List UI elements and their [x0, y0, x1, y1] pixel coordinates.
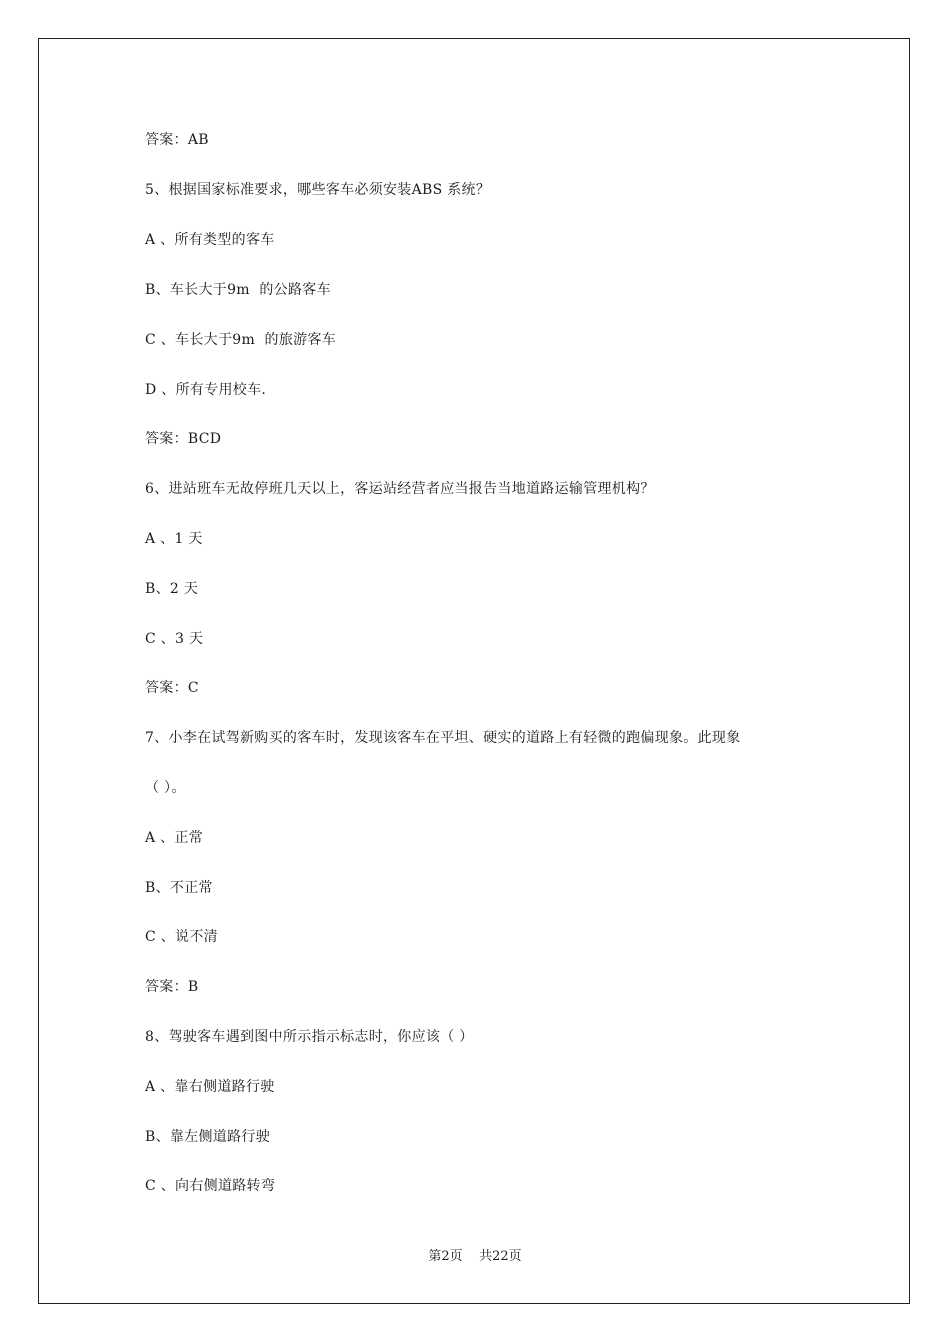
page-border [38, 38, 910, 1304]
question-5: 5、根据国家标准要求，哪些客车必须安装ABS 系统？ [145, 182, 491, 198]
option-6b: B、2 天 [145, 581, 199, 597]
option-7b: B、不正常 [145, 880, 213, 896]
question-6: 6、进站班车无故停班几天以上，客运站经营者应当报告当地道路运输管理机构？ [145, 481, 655, 497]
option-5d: D 、所有专用校车. [145, 382, 267, 398]
option-6c: C 、3 天 [145, 631, 204, 647]
option-8b: B、靠左侧道路行驶 [145, 1129, 270, 1145]
answer-6: 答案：C [145, 680, 199, 696]
page-footer: 第2页 共22页 [428, 1249, 522, 1264]
question-7: 7、小李在试驾新购买的客车时，发现该客车在平坦、硬实的道路上有轻微的跑偏现象。此现象 [145, 730, 741, 746]
question-7-continued: （ ）。 [145, 780, 186, 796]
answer-4: 答案：AB [145, 132, 209, 148]
option-7a: A 、正常 [145, 830, 204, 846]
answer-5: 答案：BCD [145, 431, 222, 447]
option-8a: A 、靠右侧道路行驶 [145, 1079, 275, 1095]
option-8c: C 、向右侧道路转弯 [145, 1178, 276, 1194]
answer-7: 答案：B [145, 979, 199, 995]
question-8: 8、驾驶客车遇到图中所示指示标志时，你应该（ ） [145, 1029, 474, 1045]
option-6a: A 、1 天 [145, 531, 203, 547]
option-5c: C 、车长大于9m 的旅游客车 [145, 332, 337, 348]
option-5b: B、车长大于9m 的公路客车 [145, 282, 331, 298]
option-7c: C 、说不清 [145, 929, 218, 945]
option-5a: A 、所有类型的客车 [145, 232, 275, 248]
